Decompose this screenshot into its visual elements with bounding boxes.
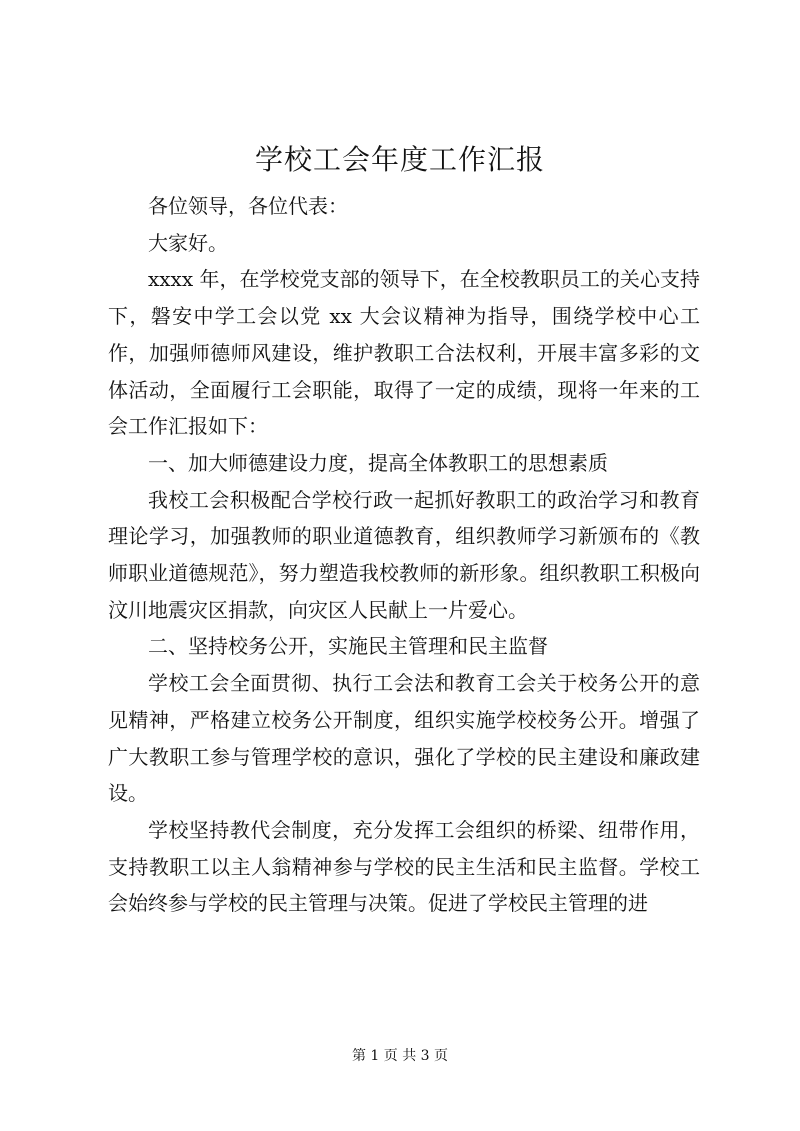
section-heading-1: 一、加大师德建设力度，提高全体教职工的思想素质 [148,450,608,475]
section-1-paragraph: 我校工会积极配合学校行政一起抓好教职工的政治学习和教育理论学习，加强教师的职业道德教育，组织教师学习新颁布的《教师职业道德规范》，努力塑造我校教师的新形象。组织教职工积极向汶川地震灾区捐款，向灾区人民献上一片爱心。 [108,487,700,622]
document-title: 学校工会年度工作汇报 [254,143,545,176]
greeting: 大家好。 [148,230,228,255]
section-heading-2: 二、坚持校务公开，实施民主管理和民主监督 [148,634,548,659]
page-number-footer: 第 1 页 共 3 页 [351,1048,449,1064]
document-body [108,188,700,922]
salutation: 各位领导，各位代表： [148,194,348,218]
section-2-paragraph-2: 学校坚持教代会制度，充分发挥工会组织的桥梁、纽带作用，支持教职工以主人翁精神参与学校的民主生活和民主监督。学校工会始终参与学校的民主管理与决策。促进了学校民主管理的进 [108,817,700,916]
section-2-paragraph-1: 学校工会全面贯彻、执行工会法和教育工会关于校务公开的意见精神，严格建立校务公开制度，组织实施学校校务公开。增强了广大教职工参与管理学校的意识，强化了学校的民主建设和廉政建设。 [108,671,700,806]
intro-paragraph: xxxx 年，在学校党支部的领导下，在全校教职员工的关心支持下，磐安中学工会以党 xx 大会议精神为指导，围绕学校中心工作，加强师德师风建设，维护教职工合法权利，开展丰富多彩的文体活动，全面履行工会职能，取得了一定的成绩，现将一年来的工会工作汇报如下： [108,267,700,439]
